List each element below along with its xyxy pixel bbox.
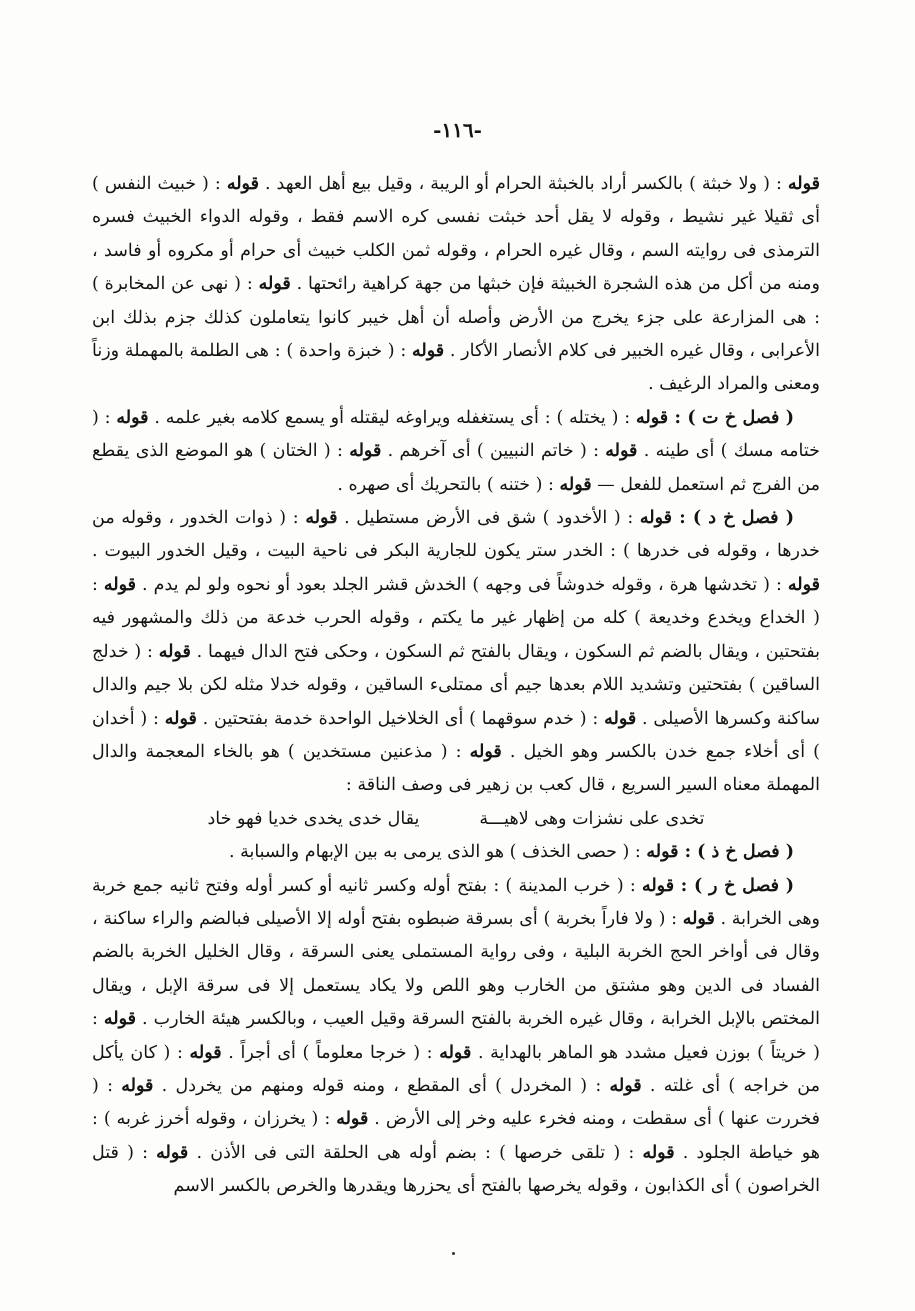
- bold-keyword: قوله: [258, 274, 291, 295]
- bold-keyword: قوله: [103, 1009, 137, 1030]
- bold-keyword: قوله: [559, 474, 592, 495]
- bold-keyword: قوله: [604, 708, 637, 729]
- text-segment: : ( خدلج الساقين ) بفتحتين وتشديد اللام بعدها جيم أى ممتلىء الساقين ، وقوله خدلا مثله لكن بلا جيم والدال ساكنة وكسرها الأصيلى .: [92, 641, 820, 729]
- bold-keyword: قوله: [639, 508, 673, 529]
- bold-keyword: قوله: [787, 174, 820, 194]
- bold-keyword: قوله: [646, 842, 679, 863]
- text-segment: : ( مذعنين مستخدين ) هو بالخاء المعجمة والدال المهملة معناه السير السريع ، قال كعب بن زهير فى وصف الناقة :: [92, 741, 820, 796]
- bold-keyword: قوله: [336, 1109, 369, 1130]
- bold-keyword: قوله: [189, 1042, 222, 1063]
- text-segment: : ( خريتاً ) بوزن فعيل مشدد هو الماهر بالهداية .: [92, 1009, 820, 1063]
- bold-keyword: قوله: [349, 441, 382, 462]
- text-segment: : ( الخداع ويخدع وخديعة ) كله من إظهار غير ما يكتم ، وقوله الحرب خدعة من ذلك والمشهور فيه بفتحتين ، ويقال بالضم ثم السكون ، ويقال بالفتح ثم السكون ، وحكى فتح الدال فيهما .: [92, 574, 820, 662]
- poem-verse: [92, 803, 820, 836]
- text-segment: : ( كان يأكل من خراجه ) أى غلته .: [92, 1042, 820, 1096]
- text-segment: : ( تخدشها هرة ، وقوله خدوشاً فى وجهه ) الخدش قشر الجلد بعود أو نحوه ولو لم يدم .: [136, 574, 788, 595]
- ink-speck: [452, 1252, 455, 1255]
- bold-keyword: قوله: [158, 641, 191, 662]
- bold-keyword: ( فصل خ ت ) :: [668, 407, 794, 428]
- paragraph: [92, 168, 820, 402]
- paragraph: [92, 502, 820, 803]
- text-segment: : ( أخدان ) أى أخلاء جمع خدن بالكسر وهو الخيل .: [92, 708, 820, 762]
- text-segment: : ( فخررت عنها ) أى سقطت ، ومنه فخرء عليه وخر إلى الأرض .: [92, 1075, 820, 1130]
- poem-hemistich-first: تخدى على نشزات وهى لاهيـــة: [479, 808, 705, 829]
- body-text: [92, 168, 820, 1204]
- bold-keyword: قوله: [636, 407, 669, 428]
- text-segment: : ( ولا خبثة ) بالكسر أراد بالخبثة الحرام أو الريبة ، وقيل بيع أهل العهد .: [258, 174, 788, 194]
- text-segment: : ( الختان ) هو الموضع الذى يقطع من الفرج ثم استعمل للفعل —: [92, 441, 820, 495]
- text-segment: : ( قتل الخراصون ) أى الكذابون ، وقوله يخرصها بالفتح أى يحزرها ويقدرها والخرص بالكسر الاسم: [92, 1142, 820, 1197]
- bold-keyword: قوله: [439, 1042, 472, 1063]
- paragraph: [92, 836, 820, 869]
- bold-keyword: قوله: [226, 174, 259, 194]
- text-segment: : ( حصى الخذف ) هو الذى يرمى به بين الإبهام والسبابة .: [228, 842, 647, 863]
- bold-keyword: قوله: [116, 407, 149, 428]
- bold-keyword: قوله: [469, 741, 502, 762]
- text-segment: : ( ختنه ) بالتحريك أى صهره .: [337, 474, 560, 495]
- text-segment: : ( يخرزان ، وقوله أخرز غربه ) : هو خياطة الجلود .: [92, 1109, 820, 1163]
- bold-keyword: قوله: [156, 1142, 189, 1163]
- bold-keyword: قوله: [305, 508, 338, 529]
- text-segment: : ( خبيث النفس ) أى ثقيلا غير نشيط ، وقوله لا يقل أحد خبثت نفسى كره الاسم فقط ، وقوله الدواء الخبيث فسره الترمذى فى روايته السم ، وقال غيره الحرام ، وقوله ثمن الكلب خبيث أى حرام أو مكروه أو فاسد ، ومنه من أكل من هذه الشجرة الخبيثة فإن خبثها من جهة كراهية رائحتها .: [92, 174, 820, 295]
- bold-keyword: قوله: [642, 1142, 675, 1163]
- text-segment: : ( خرب المدينة ) : بفتح أوله وكسر ثانيه أو كسر أوله وفتح ثانيه جمع خربة وهى الخرابة .: [92, 875, 820, 929]
- bold-keyword: قوله: [164, 708, 197, 729]
- text-segment: : ( الأخدود ) شق فى الأرض مستطيل .: [337, 508, 640, 529]
- bold-keyword: قوله: [641, 875, 675, 896]
- bold-keyword: قوله: [609, 1075, 642, 1096]
- paragraph: [92, 402, 820, 502]
- bold-keyword: قوله: [412, 341, 445, 362]
- text-segment: : ( نهى عن المخابرة ) : هى المزارعة على جزء يخرج من الأرض وأصله أن أهل خيبر كانوا يتعاملون كذلك جزم بذلك ابن الأعرابى ، وقال غيره الخبير فى كلام الأنصار الأكار .: [92, 274, 820, 362]
- text-segment: : ( خدم سوقهما ) أى الخلاخيل الواحدة خدمة بفتحتين .: [196, 708, 605, 729]
- bold-keyword: ( فصل خ ر ) :: [674, 875, 794, 896]
- text-segment: : ( المخردل ) أى المقطع ، ومنه قوله ومنهم من يخردل .: [153, 1075, 610, 1096]
- bold-keyword: قوله: [682, 908, 715, 929]
- paragraph: [92, 870, 820, 1204]
- bold-keyword: قوله: [103, 574, 137, 595]
- text-segment: : ( خرجا معلوماً ) أى أجراً .: [221, 1042, 440, 1063]
- text-segment: : ( ذوات الخدور ، وقوله من خدرها ، وقوله فى خدرها ) : الخدر ستر يكون للجارية البكر فى ناحية البيت ، وقيل الخدور البيوت .: [92, 508, 820, 562]
- bold-keyword: ( فصل خ ذ ) :: [678, 842, 794, 863]
- text-segment: : ( ولا فاراً بخربة ) أى بسرقة ضبطوه بفتح أوله إلا الأصيلى فبالضم والراء ساكنة ، وقال فى أواخر الحج الخربة البلية ، وفى رواية المستملى يعنى السرقة ، وقال الخليل الخربة بالضم الفساد فى الدين وهو مشتق من الخارب وهو اللص ولا يكاد يستعمل إلا فى سرقة الإبل ، ويقال المختص بالإبل الخرابة ، وقال غيره الخربة بالفتح السرقة وقيل العيب ، وبالكسر هيئة الخارب .: [92, 908, 820, 1030]
- bold-keyword: قوله: [605, 441, 638, 462]
- poem-hemistich-second: يقال خدى يخدى خديا فهو خاد: [207, 808, 420, 829]
- text-segment: : ( خاتم النبيين ) أى آخرهم .: [381, 441, 606, 462]
- bold-keyword: قوله: [787, 574, 820, 595]
- bold-keyword: قوله: [121, 1075, 154, 1096]
- text-segment: : ( تلقى خرصها ) : بضم أوله هى الحلقة التى فى الأذن .: [188, 1142, 643, 1163]
- text-segment: : ( يختله ) : أى يستغفله ويراوغه ليقتله أو يسمع كلامه بغير علمه .: [148, 407, 637, 428]
- page-number: -١١٦-: [433, 118, 482, 142]
- bold-keyword: ( فصل خ د ) :: [672, 508, 794, 529]
- text-segment: : ( خبزة واحدة ) : هى الطلمة بالمهملة وزناً ومعنى والمراد الرغيف .: [92, 341, 820, 395]
- text-segment: : ( ختامه مسك ) أى طينه .: [92, 407, 820, 462]
